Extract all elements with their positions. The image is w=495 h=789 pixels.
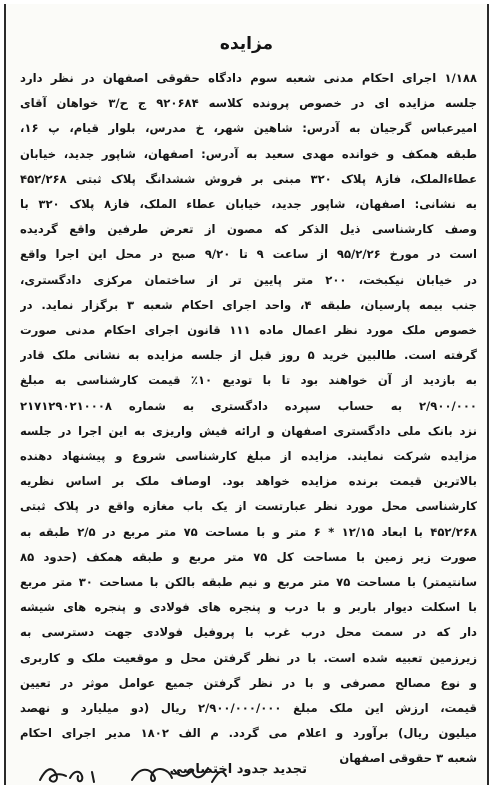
notice-line: عطاءالملک، فاز۸ پلاک ۳۲۰ مبنی بر فروش ششدانگ پلاک ثبتی ۴۵۲/۲۶۸ (20, 171, 477, 186)
notice-line: بالاترین قیمت برنده مزایده خواهد بود. اوصاف ملک بر اساس نظریه (20, 474, 477, 489)
notice-body (20, 66, 477, 772)
notice-line: به نشانی: اصفهان، شاپور جدید، خیابان عطاء الملک، فاز۸ پلاک ۳۲۰ با (20, 197, 477, 212)
notice-line: گرفته است. طالبین خرید ۵ روز قبل از جلسه مزایده به نشانی ملک قادر (20, 348, 477, 363)
notice-line: جلسه مزایده ای در خصوص پرونده کلاسه ۹۲۰۶۸۴ ج ح/۳ خواهان آقای (20, 96, 477, 111)
notice-line: ۱/۱۸۸ اجرای احکام مدنی شعبه سوم دادگاه حقوقی اصفهان در نظر دارد (20, 71, 477, 85)
notice-line: در خیابان نیکبخت، ۲۰۰ متر پایین تر از ساختمان مرکزی دادگستری، (20, 272, 477, 287)
notice-line: وصف کارشناسی ذیل الذکر که مصون از تعرض طرفین واقع گردیده (20, 222, 477, 237)
notice-line: نزد بانک ملی دادگستری اصفهان و ارائه فیش واریزی به این اجرا در جلسه (20, 423, 477, 438)
notice-line: زیرزمین تعبیه شده است. با در نظر گرفتن محل و موقعیت ملک و کاربری (20, 650, 477, 665)
notice-line: امیرعباس گرجیان به آدرس: شاهین شهر، خ مدرس، بلوار قیام، پ ۱۶، (20, 121, 477, 136)
notice-line: است در مورخ ۹۵/۲/۲۶ از ساعت ۹ تا ۹/۲۰ صبح در محل این اجرا واقع (20, 247, 477, 262)
notice-line: صورت زیر زمین با مساحت کل ۷۵ متر مربع و طبقه همکف (حدود ۸۵ (20, 549, 477, 564)
notice-line: ۴۵۲/۲۶۸ با ابعاد ۱۲/۱۵ * ۶ متر و با مساحت ۷۵ متر مربع در ۲/۵ طبقه به (20, 524, 477, 539)
signature-image (22, 758, 232, 785)
notice-line: جنب بیمه پارسیان، طبقه ۴، واحد اجرای احکام شعبه ۳ برگزار نماید. در (20, 297, 477, 312)
notice-line: دار که در سمت محل درب غرب با پروفیل فولادی جهت دسترسی به (20, 625, 477, 640)
notice-line: سانتیمتر) با مساحت ۷۵ متر مربع و نیم طبقه بالکن با مساحت ۳۰ متر مربع (20, 575, 477, 590)
notice-line: و نوع مصالح مصرفی و با در نظر گرفتن جمیع عوامل موثر در تعیین (20, 675, 477, 690)
footer-label: تجدید جدود اختصاصی (169, 762, 307, 777)
notice-line: با اسکلت دیوار باربر و با درب و پنجره های فولادی و پنجره های شیشه (20, 600, 477, 615)
notice-footer (20, 758, 477, 785)
notice-line: قیمت، ارزش این ملک مبلغ ۲/۹۰۰/۰۰۰/۰۰۰ ریال (دو میلیارد و نهصد (20, 701, 477, 716)
notice-line: شعبه ۳ حقوقی اصفهان (339, 751, 477, 766)
notice-line: طبقه همکف و خوانده مهدی سعید به آدرس: اصفهان، شاپور جدید، خیابان (20, 146, 477, 161)
notice-clipping (4, 4, 489, 785)
notice-title: مزایده (219, 34, 274, 54)
notice-line: ۲/۹۰۰/۰۰۰ به حساب سپرده دادگستری به شماره ۲۱۷۱۲۹۰۲۱۰۰۰۸ (20, 398, 477, 413)
notice-line: به بازدید از آن خواهند بود تا با تودیع ۱۰٪ قیمت کارشناسی به مبلغ (20, 373, 477, 388)
notice-line: میلیون ریال) برآورد و اعلام می گردد. م الف ۱۸۰۲ مدیر اجرای احکام (20, 726, 477, 741)
notice-line: مزایده شرکت نمایند. مزایده از مبلغ کارشناسی شروع و پیشنهاد دهنده (20, 449, 477, 464)
notice-line: کارشناسی محل مورد نظر عبارتست از یک باب مغازه واقع در پلاک ثبتی (20, 499, 477, 514)
notice-line: خصوص ملک مورد نظر اعمال ماده ۱۱۱ قانون اجرای احکام مدنی صورت (20, 323, 477, 338)
